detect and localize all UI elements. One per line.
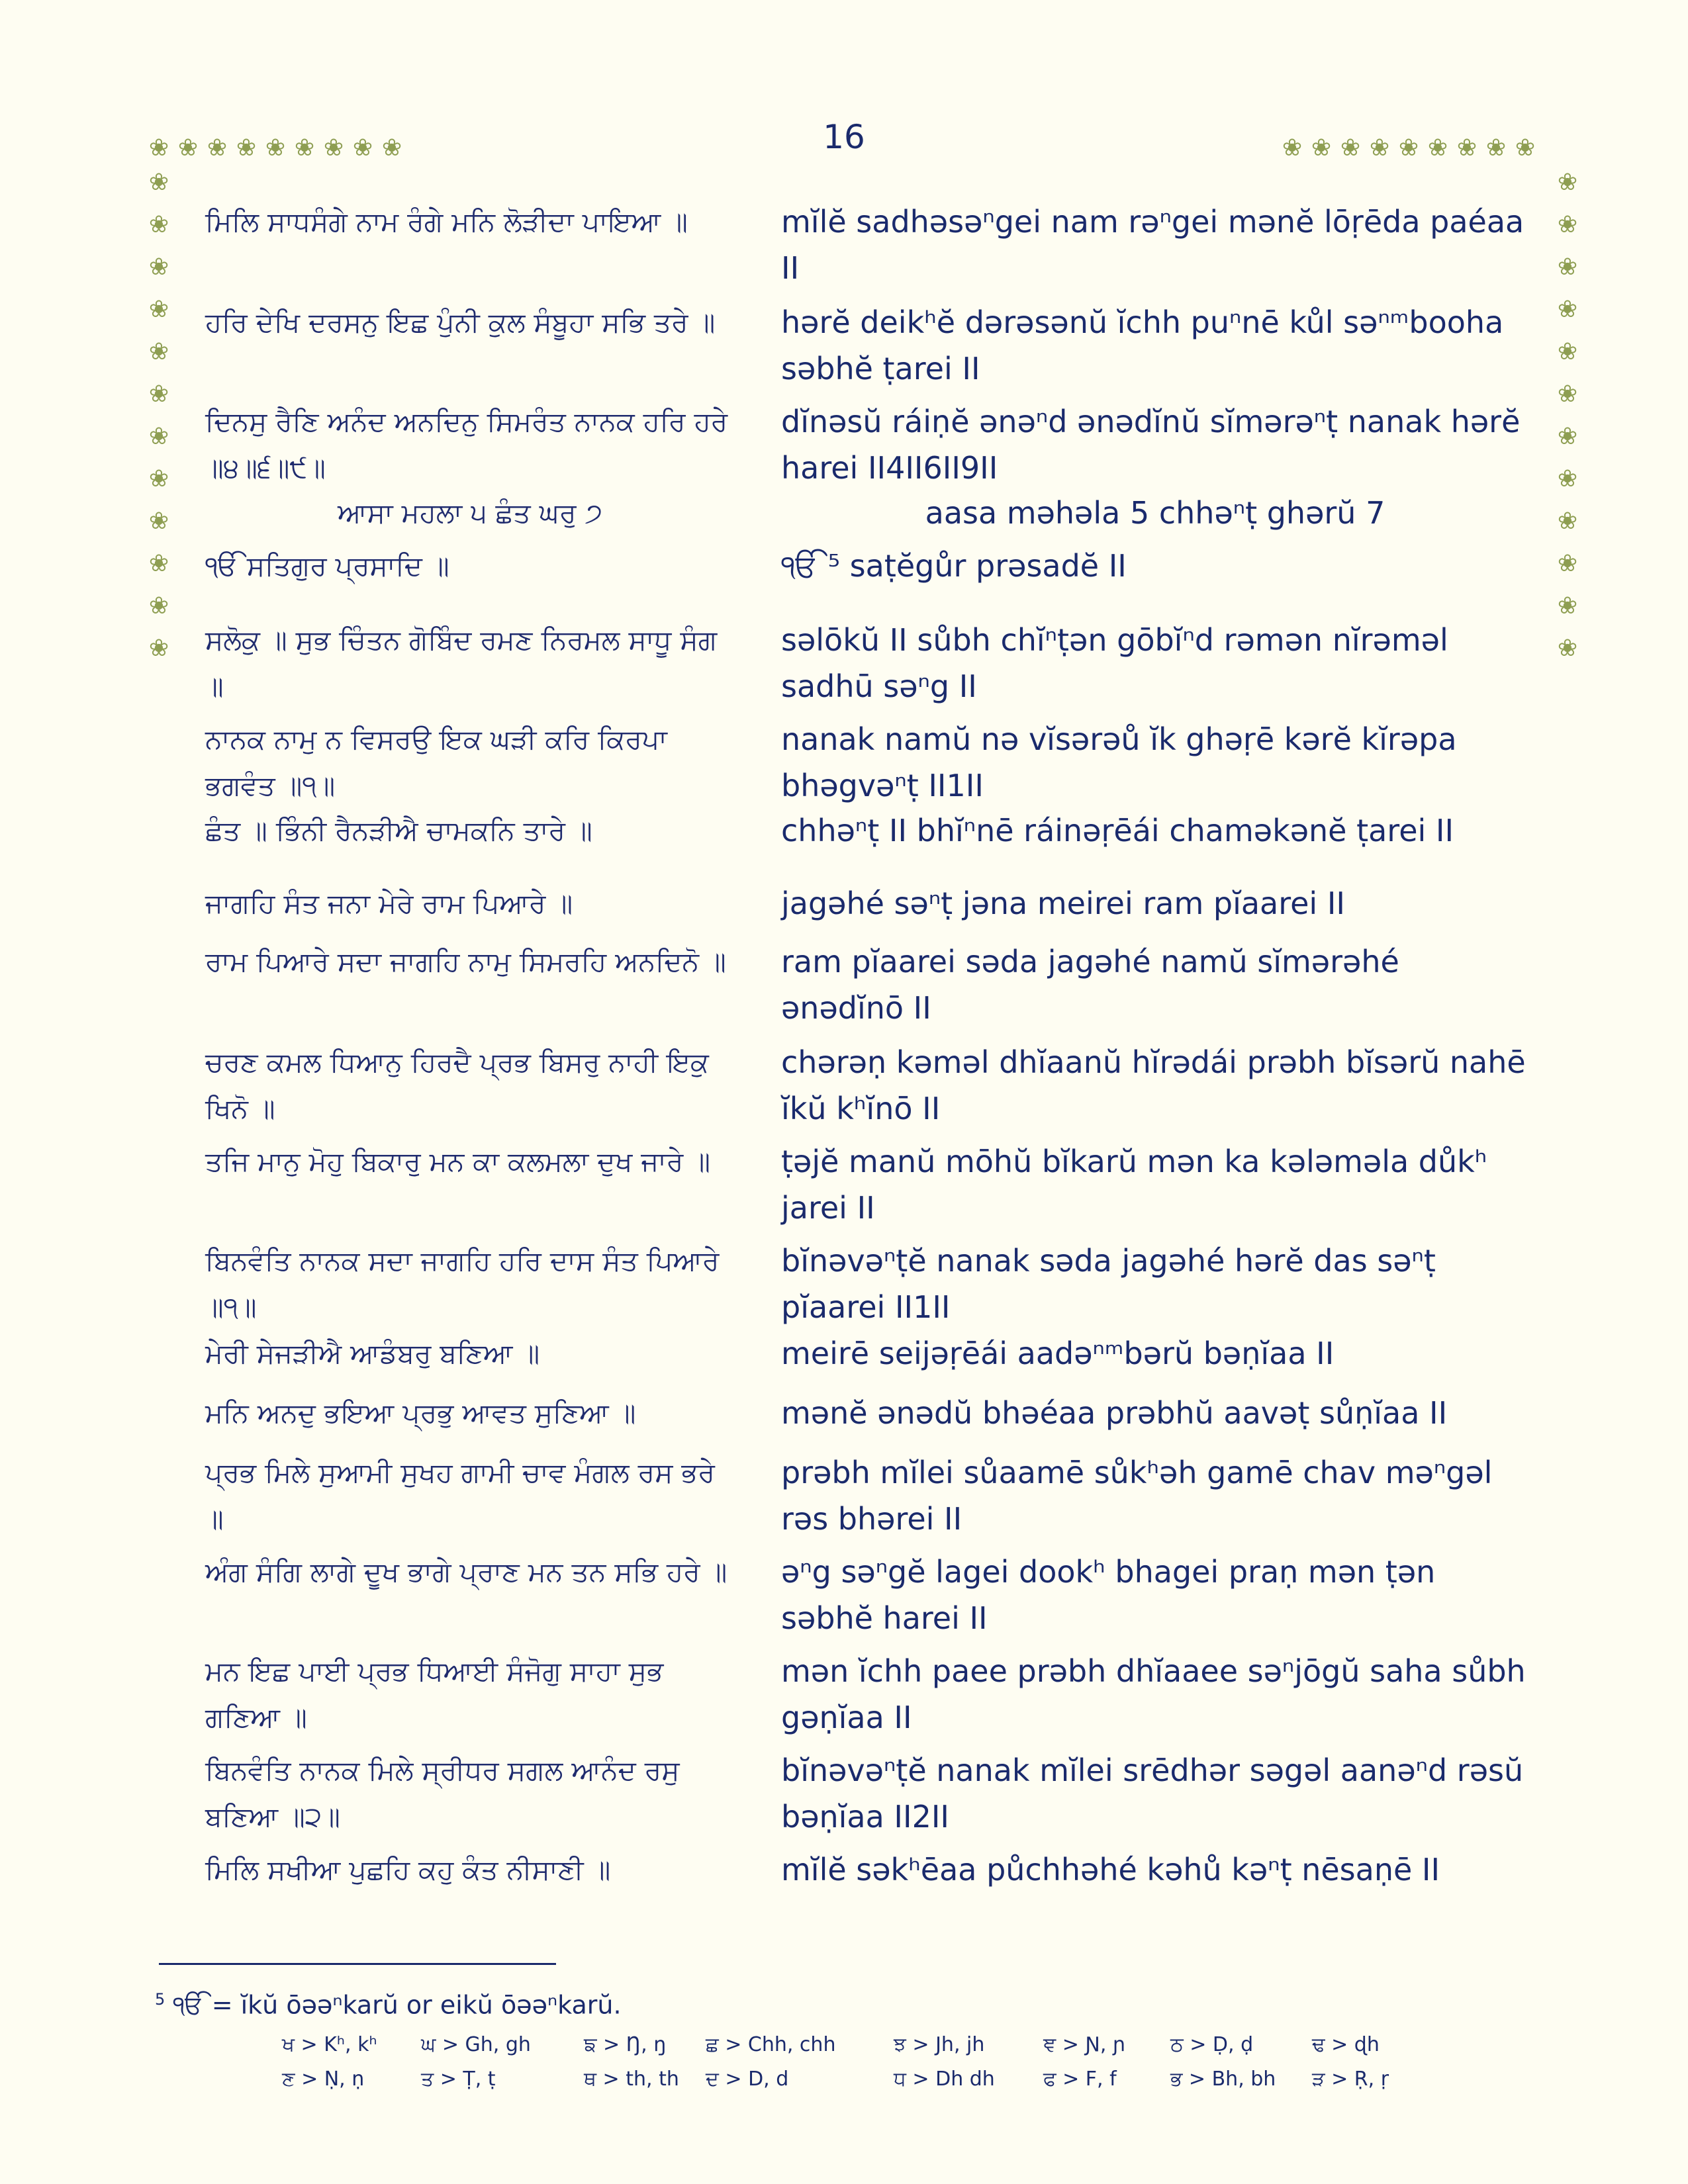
key-entry: ਖ > Kʰ, kʰ <box>282 2033 377 2056</box>
flower-icon: ❀ <box>1369 134 1390 161</box>
flower-icon: ❀ <box>177 134 199 161</box>
key-entry: ਠ > Ḍ, ḍ <box>1170 2033 1254 2056</box>
flower-icon: ❀ <box>1557 338 1578 365</box>
transliteration-text: dĭnəsŭ ráiṇĕ ənəⁿd ənədĭnŭ sĭmərəⁿṭ nanak hərĕ harei II4II6II9II <box>781 404 1521 486</box>
gurmukhi-text: ਮਿਲਿ ਸਾਧਸੰਗੇ ਨਾਮ ਰੰਗੇ ਮਨਿ ਲੋੜੀਦਾ ਪਾਇਆ ॥ <box>205 206 688 238</box>
footnote-marker: 5 <box>155 1990 165 2009</box>
flower-icon: ❀ <box>1427 134 1448 161</box>
key-entry: ਢ > ɖh <box>1312 2033 1380 2056</box>
transliteration-text: meirē seijəṛēái aadəⁿᵐbərŭ bəṇĭaa II <box>781 1336 1335 1371</box>
gurmukhi-text: ਆਸਾ ਮਹਲਾ ੫ ਛੰਤ ਘਰੁ ੭ <box>337 497 603 529</box>
gurmukhi-text: ਨਾਨਕ ਨਾਮੁ ਨ ਵਿਸਰਉ ਇਕ ਘੜੀ ਕਰਿ ਕਿਰਪਾ ਭਗਵੰਤ ॥੧॥ <box>205 723 667 801</box>
page-number: 16 <box>823 118 865 156</box>
flower-icon: ❀ <box>148 381 169 408</box>
transliteration-text: əⁿg səⁿgĕ lagei dookʰ bhagei praṇ mən ṭən səbhĕ harei II <box>781 1554 1436 1636</box>
transliteration-text: ṭəjĕ manŭ mōhŭ bĭkarŭ mən ka kələməla důkʰ jarei II <box>781 1144 1487 1226</box>
transliteration-text: səlōkŭ II sůbh chĭⁿṭən gōbĭⁿd rəmən nĭrəməl sadhū səⁿg II <box>781 622 1448 704</box>
gurmukhi-text: ਤਜਿ ਮਾਨੁ ਮੋਹੁ ਬਿਕਾਰੁ ਮਨ ਕਾ ਕਲਮਲਾ ਦੁਖ ਜਾਰੇ ॥ <box>205 1146 710 1177</box>
flower-icon: ❀ <box>1557 211 1578 238</box>
transliteration-text: nanak namŭ nə vĭsərəů ĭk ghəṛē kərĕ kĭrəpa bhəgvəⁿṭ II1II <box>781 721 1457 803</box>
flower-icon: ❀ <box>148 635 169 662</box>
key-entry: ਝ > Jh, jh <box>894 2033 985 2056</box>
flower-icon: ❀ <box>1340 134 1361 161</box>
key-entry: ਫ > F, f <box>1043 2068 1117 2091</box>
flower-icon: ❀ <box>148 296 169 323</box>
flower-icon: ❀ <box>1557 550 1578 577</box>
gurmukhi-text: ਛੰਤ ॥ ਭਿੰਨੀ ਰੈਨੜੀਐ ਚਾਮਕਨਿ ਤਾਰੇ ॥ <box>205 815 592 846</box>
key-entry: ਭ > Bh, bh <box>1170 2068 1276 2091</box>
flower-icon: ❀ <box>148 211 169 238</box>
flower-icon: ❀ <box>1282 134 1303 161</box>
gurmukhi-text: ਰਾਮ ਪਿਆਰੇ ਸਦਾ ਜਾਗਹਿ ਨਾਮੁ ਸਿਮਰਹਿ ਅਨਦਿਨੋ ॥ <box>205 946 726 978</box>
key-entry: ਤ > Ṭ, ṭ <box>421 2068 496 2091</box>
flower-icon: ❀ <box>1485 134 1507 161</box>
flower-icon: ❀ <box>1557 423 1578 450</box>
transliteration-text: jagəhé səⁿṭ jəna meirei ram pĭaarei II <box>781 886 1345 921</box>
transliteration-text: bĭnəvəⁿṭĕ nanak səda jagəhé hərĕ das səⁿṭ pĭaarei II1II <box>781 1243 1436 1325</box>
flower-icon: ❀ <box>1557 296 1578 323</box>
gurmukhi-text: ਦਿਨਸੁ ਰੈਣਿ ਅਨੰਦ ਅਨਦਿਨੁ ਸਿਮਰੰਤ ਨਾਨਕ ਹਰਿ ਹਰੇ ॥੪॥੬॥੯॥ <box>205 406 728 484</box>
footnote-divider <box>159 1963 556 1965</box>
gurmukhi-text: ਮਨ ਇਛ ਪਾਈ ਪ੍ਰਭ ਧਿਆਈ ਸੰਜੋਗੁ ਸਾਹਾ ਸੁਭ ਗਣਿਆ ॥ <box>205 1655 664 1733</box>
gurmukhi-text: ਪ੍ਰਭ ਮਿਲੇ ਸੁਆਮੀ ਸੁਖਹ ਗਾਮੀ ਚਾਵ ਮੰਗਲ ਰਸ ਭਰੇ ॥ <box>205 1457 715 1535</box>
key-entry: ਛ > Chh, chh <box>706 2033 836 2056</box>
flower-icon: ❀ <box>294 134 315 161</box>
transliteration-text: chərəṇ kəməl dhĭaanŭ hĭrədái prəbh bĭsərŭ nahē ĭkŭ kʰĭnō II <box>781 1044 1526 1126</box>
flower-icon: ❀ <box>148 338 169 365</box>
key-entry: ੜ > Ṛ, ṛ <box>1312 2068 1389 2091</box>
transliteration-text: mĭlĕ sadhəsəⁿgei nam rəⁿgei mənĕ lōṛēda paéaa II <box>781 204 1524 286</box>
flower-icon: ❀ <box>148 253 169 281</box>
gurmukhi-text: ਹਰਿ ਦੇਖਿ ਦਰਸਨੁ ਇਛ ਪੁੰਨੀ ਕੁਲ ਸੰਬੂਹਾ ਸਭਿ ਤਰੇ ॥ <box>205 306 716 338</box>
flower-icon: ❀ <box>1398 134 1419 161</box>
key-entry: ਙ > Ŋ, ŋ <box>584 2033 667 2056</box>
flower-icon: ❀ <box>1557 169 1578 196</box>
transliteration-text: mən ĭchh paee prəbh dhĭaaee səⁿjōgŭ saha sůbh gəṇĭaa II <box>781 1653 1526 1735</box>
flower-icon: ❀ <box>1557 381 1578 408</box>
gurmukhi-text: ਮਿਲਿ ਸਖੀਆ ਪੁਛਹਿ ਕਹੁ ਕੰਤ ਨੀਸਾਣੀ ॥ <box>205 1854 611 1886</box>
flower-icon: ❀ <box>1557 592 1578 619</box>
gurmukhi-text: ਅੰਗ ਸੰਗਿ ਲਾਗੇ ਦੂਖ ਭਾਗੇ ਪ੍ਰਾਣ ਮਨ ਤਨ ਸਭਿ ਹਰੇ ॥ <box>205 1556 727 1588</box>
key-entry: ਧ > Dh dh <box>894 2068 995 2091</box>
gurmukhi-text: ਚਰਣ ਕਮਲ ਧਿਆਨੁ ਹਿਰਦੈ ਪ੍ਰਭ ਬਿਸਰੁ ਨਾਹੀ ਇਕੁ ਖਿਨੋ ॥ <box>205 1046 709 1124</box>
transliteration-text: ੴ ⁵ saṭĕgůr prəsadĕ II <box>781 548 1127 584</box>
key-entry: ਣ > Ṇ, ṇ <box>282 2068 365 2091</box>
key-entry: ਞ > Ɲ, ɲ <box>1043 2033 1126 2056</box>
flower-icon: ❀ <box>352 134 373 161</box>
gurmukhi-text: ੴ ਸਤਿਗੁਰ ਪ੍ਰਸਾਦਿ ॥ <box>205 550 449 582</box>
transliteration-text: aasa məhəla 5 chhəⁿṭ ghərŭ 7 <box>925 495 1385 531</box>
flower-icon: ❀ <box>1557 253 1578 281</box>
flower-icon: ❀ <box>148 465 169 492</box>
flower-icon: ❀ <box>148 550 169 577</box>
transliteration-text: chhəⁿṭ II bhĭⁿnē ráinəṛēái chaməkənĕ ṭarei II <box>781 813 1454 848</box>
key-entry: ਥ > th, th <box>584 2068 679 2091</box>
key-entry: ਦ > D, d <box>706 2068 789 2091</box>
footnote-text: ੴ = ĭkŭ ōəəⁿkarŭ or eikŭ ōəəⁿkarŭ. <box>173 1990 622 2020</box>
gurmukhi-text: ਮਨਿ ਅਨਦੁ ਭਇਆ ਪ੍ਰਭੁ ਆਵਤ ਸੁਣਿਆ ॥ <box>205 1397 636 1429</box>
flower-icon: ❀ <box>1456 134 1477 161</box>
transliteration-text: mənĕ ənədŭ bhəéaa prəbhŭ aavəṭ sůṇĭaa II <box>781 1395 1448 1431</box>
flower-icon: ❀ <box>148 169 169 196</box>
gurmukhi-text: ਮੇਰੀ ਸੇਜੜੀਐ ਆਡੰਬਰੁ ਬਣਿਆ ॥ <box>205 1338 540 1369</box>
flower-icon: ❀ <box>1557 508 1578 535</box>
flower-icon: ❀ <box>1311 134 1332 161</box>
transliteration-text: bĭnəvəⁿṭĕ nanak mĭlei srēdhər səgəl aanəⁿd rəsŭ bəṇĭaa II2II <box>781 1752 1524 1835</box>
flower-icon: ❀ <box>207 134 228 161</box>
flower-icon: ❀ <box>148 134 169 161</box>
flower-icon: ❀ <box>265 134 286 161</box>
transliteration-text: mĭlĕ səkʰēaa půchhəhé kəhů kəⁿṭ nēsaṇē II <box>781 1852 1440 1888</box>
transliteration-text: hərĕ deikʰĕ dərəsənŭ ĭchh puⁿnē kůl səⁿᵐbooha səbhĕ ṭarei II <box>781 304 1504 387</box>
flower-icon: ❀ <box>323 134 344 161</box>
flower-icon: ❀ <box>1515 134 1536 161</box>
flower-icon: ❀ <box>1557 635 1578 662</box>
flower-icon: ❀ <box>148 592 169 619</box>
gurmukhi-text: ਬਿਨਵੰਤਿ ਨਾਨਕ ਮਿਲੇ ਸ੍ਰੀਧਰ ਸਗਲ ਆਨੰਦ ਰਸੁ ਬਣਿਆ ॥੨॥ <box>205 1754 680 1833</box>
transliteration-text: prəbh mĭlei sůaamē sůkʰəh gamē chav məⁿgəl rəs bhərei II <box>781 1455 1493 1537</box>
gurmukhi-text: ਜਾਗਹਿ ਸੰਤ ਜਨਾ ਮੇਰੇ ਰਾਮ ਪਿਆਰੇ ॥ <box>205 887 573 919</box>
footnote <box>155 1983 1479 2022</box>
flower-icon: ❀ <box>236 134 257 161</box>
transliteration-text: ram pĭaarei səda jagəhé namŭ sĭmərəhé ənədĭnō II <box>781 944 1399 1026</box>
gurmukhi-text: ਸਲੋਕੁ ॥ ਸੁਭ ਚਿੰਤਨ ਗੋਬਿੰਦ ਰਮਣ ਨਿਰਮਲ ਸਾਧੂ ਸੰਗ ॥ <box>205 624 718 702</box>
flower-icon: ❀ <box>381 134 402 161</box>
flower-icon: ❀ <box>1557 465 1578 492</box>
gurmukhi-text: ਬਿਨਵੰਤਿ ਨਾਨਕ ਸਦਾ ਜਾਗਹਿ ਹਰਿ ਦਾਸ ਸੰਤ ਪਿਆਰੇ ॥੧॥ <box>205 1245 720 1323</box>
flower-icon: ❀ <box>148 508 169 535</box>
flower-icon: ❀ <box>148 423 169 450</box>
key-entry: ਘ > Gh, gh <box>421 2033 531 2056</box>
